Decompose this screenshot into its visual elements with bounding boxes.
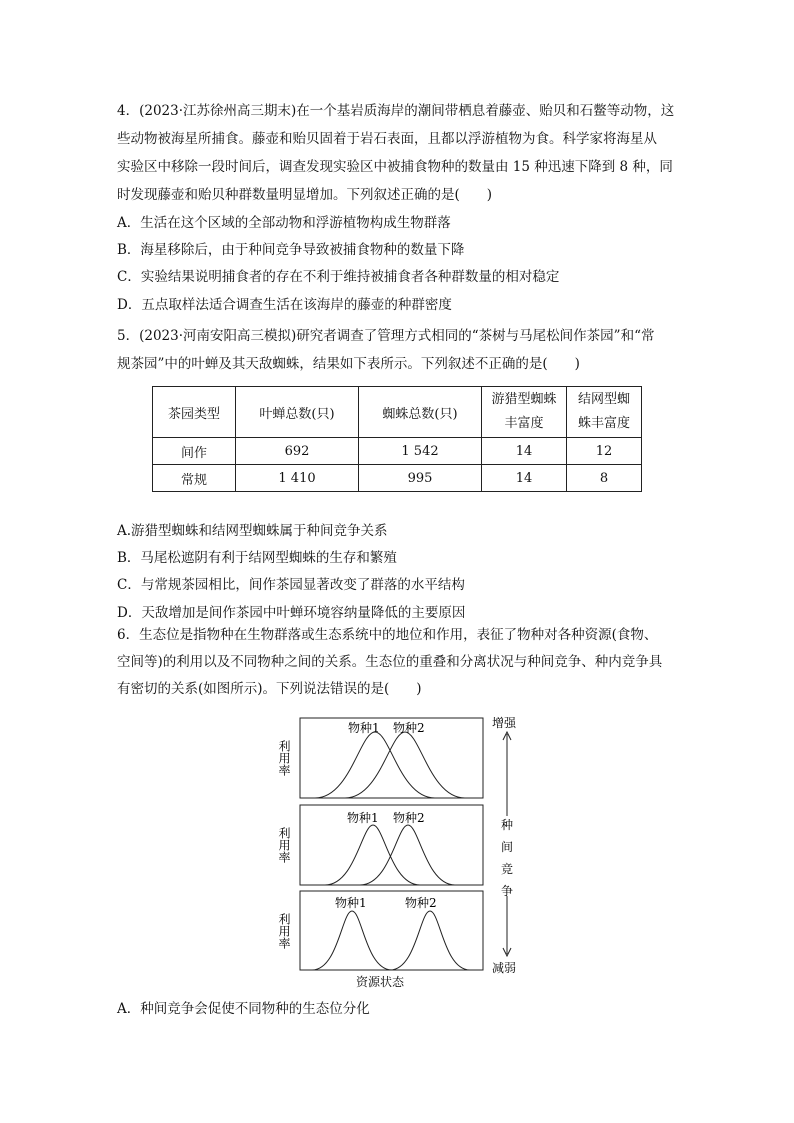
species1-curve-panel-2 bbox=[325, 825, 420, 885]
table-cell: 1 542 bbox=[359, 438, 482, 465]
figure-panel-1 bbox=[300, 718, 483, 798]
table-row bbox=[153, 465, 642, 492]
table-cell: 14 bbox=[482, 465, 567, 492]
q4-line-2: 些动物被海星所捕食。藤壶和贻贝固着于岩石表面，且都以浮游植物为食。科学家将海星从 bbox=[117, 131, 657, 147]
table-header-cell bbox=[482, 387, 567, 438]
species1-label-panel-1: 物种1 bbox=[348, 721, 380, 735]
q4-option-a: A．生活在这个区域的全部动物和浮游植物构成生物群落 bbox=[117, 215, 451, 231]
species2-curve-panel-2 bbox=[360, 825, 455, 885]
species2-curve-panel-1 bbox=[345, 732, 465, 798]
species1-curve-panel-1 bbox=[315, 732, 435, 798]
q5-option-a: A.游猎型蜘蛛和结网型蜘蛛属于种间竞争关系 bbox=[117, 523, 388, 539]
q6-line-2: 空间等)的利用以及不同物种之间的关系。生态位的重叠和分离状况与种间竞争、种内竞争具 bbox=[117, 654, 663, 670]
table-cell: 692 bbox=[236, 438, 359, 465]
species1-label-panel-3: 物种1 bbox=[335, 896, 367, 910]
table-header-text: 游猎型蜘蛛丰富度 bbox=[491, 392, 557, 431]
species2-label-panel-2: 物种2 bbox=[393, 811, 425, 825]
figure-panel-2 bbox=[300, 805, 483, 885]
species1-label-panel-2: 物种1 bbox=[347, 811, 379, 825]
arrow-label-char-1: 种 bbox=[500, 818, 514, 832]
data-table bbox=[152, 386, 642, 492]
table-cell: 12 bbox=[567, 438, 642, 465]
ylabel-panel-3: 利用率 bbox=[277, 913, 291, 949]
question-6-stem bbox=[117, 622, 683, 703]
arrow-bottom-label: 减弱 bbox=[491, 961, 517, 975]
niche-figure bbox=[270, 710, 530, 995]
q4-line-4: 时发现藤壶和贻贝种群数量明显增加。下列叙述正确的是( ) bbox=[117, 187, 493, 203]
table-header-cell bbox=[567, 387, 642, 438]
q4-line-3: 实验区中移除一段时间后，调查发现实验区中被捕食物种的数量由 15 种迅速下降到 8 种，同 bbox=[117, 159, 673, 175]
table-header-row bbox=[153, 387, 642, 438]
species2-label-panel-1: 物种2 bbox=[393, 721, 425, 735]
table-cell: 995 bbox=[359, 465, 482, 492]
species2-curve-panel-3 bbox=[390, 911, 470, 970]
arrow-top-label: 增强 bbox=[491, 716, 517, 730]
species2-label-panel-3: 物种2 bbox=[405, 896, 437, 910]
table-cell: 常规 bbox=[153, 465, 236, 492]
figure-panel-3 bbox=[300, 891, 483, 970]
q6-line-3: 有密切的关系(如图所示)。下列说法错误的是( ) bbox=[117, 681, 422, 697]
table-header-cell: 蜘蛛总数(只) bbox=[359, 387, 482, 438]
ylabel-panel-1: 利用率 bbox=[277, 740, 291, 776]
q4-option-b: B．海星移除后，由于种间竞争导致被捕食物种的数量下降 bbox=[117, 242, 465, 258]
q5-line-2: 规茶园”中的叶蝉及其天敌蜘蛛，结果如下表所示。下列叙述不正确的是( ) bbox=[117, 356, 580, 372]
table-cell: 8 bbox=[567, 465, 642, 492]
table-header-text: 结网型蜘蛛丰富度 bbox=[577, 392, 630, 431]
q5-option-d: D．天敌增加是间作茶园中叶蝉环境容纳量降低的主要原因 bbox=[117, 605, 466, 621]
q4-line-1: 4．(2023·江苏徐州高三期末)在一个基岩质海岸的潮间带栖息着藤壶、贻贝和石鳖等动物，这 bbox=[117, 103, 675, 119]
q6-line-1: 6．生态位是指物种在生物群落或生态系统中的地位和作用，表征了物种对各种资源(食物、 bbox=[117, 627, 658, 643]
q4-option-c: C．实验结果说明捕食者的存在不利于维持被捕食者各种群数量的相对稳定 bbox=[117, 269, 560, 285]
ylabel-panel-2: 利用率 bbox=[277, 827, 291, 863]
question-5-stem bbox=[117, 322, 683, 378]
question-4-stem bbox=[117, 97, 683, 209]
table-cell: 1 410 bbox=[236, 465, 359, 492]
table-row bbox=[153, 438, 642, 465]
xlabel: 资源状态 bbox=[355, 975, 405, 989]
q4-option-d: D．五点取样法适合调查生活在该海岸的藤壶的种群密度 bbox=[117, 297, 452, 313]
table-cell: 间作 bbox=[153, 438, 236, 465]
arrow-label-char-4: 争 bbox=[500, 884, 514, 898]
arrow-label-char-2: 间 bbox=[500, 840, 514, 854]
q5-option-b: B．马尾松遮阴有利于结网型蜘蛛的生存和繁殖 bbox=[117, 550, 397, 566]
arrow-label-char-3: 竞 bbox=[500, 862, 514, 876]
q5-option-c: C．与常规茶园相比，间作茶园显著改变了群落的水平结构 bbox=[117, 577, 465, 593]
table-cell: 14 bbox=[482, 438, 567, 465]
q6-option-a: A．种间竞争会促使不同物种的生态位分化 bbox=[117, 1001, 370, 1017]
q5-line-1: 5．(2023·河南安阳高三模拟)研究者调查了管理方式相同的“茶树与马尾松间作茶园”和“常 bbox=[117, 328, 655, 344]
table-header-cell: 茶园类型 bbox=[153, 387, 236, 438]
species1-curve-panel-3 bbox=[312, 911, 392, 970]
table-header-cell: 叶蝉总数(只) bbox=[236, 387, 359, 438]
